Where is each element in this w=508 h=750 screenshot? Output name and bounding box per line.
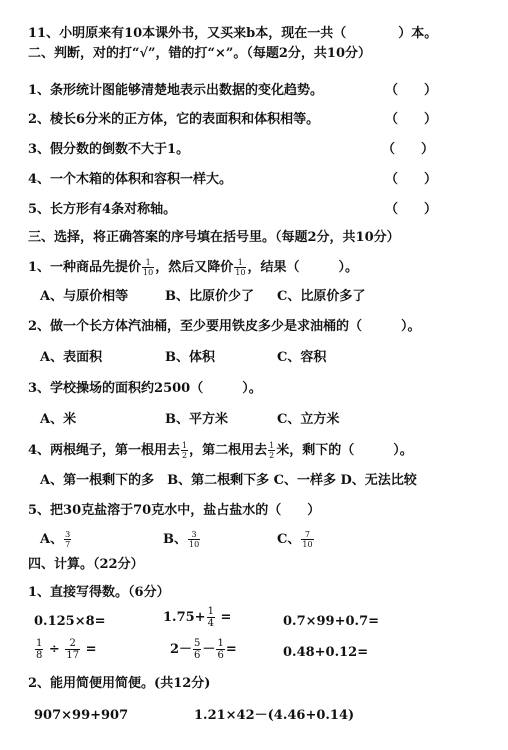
judge-answer-1[interactable]: （ ） (385, 83, 438, 98)
calc-item-6: 0.48+0.12= (283, 645, 369, 660)
judge-item-2: 2、棱长6分米的正方体，它的表面积和体积相等。 (28, 112, 320, 127)
fraction: $\frac{1}{2}$ (182, 441, 188, 460)
choice-1-text-b: ，然后又降价 (155, 260, 234, 275)
choice-2-option-c[interactable]: C、容积 (277, 350, 327, 365)
choice-4-text-c: 米，剩下的（ ）。 (276, 443, 413, 458)
choice-4-text-a: 4、两根绳子，第一根用去 (28, 443, 181, 458)
calc-item-1: 0.125×8= (34, 614, 106, 629)
choice-5-option-a[interactable]: A、 $\frac{3}{7}$ (40, 530, 71, 549)
calc-item-3: 0.7×99+0.7= (283, 614, 380, 629)
judge-answer-5[interactable]: （ ） (385, 202, 438, 217)
choice-question-2: 2、做一个长方体汽油桶，至少要用铁皮多少是求油桶的（ ）。 (28, 319, 421, 334)
judge-answer-4[interactable]: （ ） (385, 172, 438, 187)
judge-answer-3[interactable]: （ ） (382, 142, 435, 157)
fraction: $\frac{1}{8}$ (36, 638, 43, 661)
choice-question-5: 5、把30克盐溶于70克水中，盐占盐水的（ ） (28, 503, 321, 518)
choice-4-options[interactable]: A、第一根剩下的多 B、第二根剩下多 C、一样多 D、无法比较 (40, 473, 417, 488)
fraction: $\frac{1}{2}$ (269, 441, 275, 460)
calc-item-5: 2－ $\frac{5}{6}$ － $\frac{1}{6}$ = (170, 638, 237, 661)
fraction: $\frac{7}{10}$ (302, 530, 313, 549)
choice-5-option-c[interactable]: C、 $\frac{7}{10}$ (277, 530, 313, 549)
fraction: $\frac{3}{7}$ (65, 530, 71, 549)
choice-1-option-b[interactable]: B、比原价少了 (165, 289, 254, 304)
choice-4-text-b: ，第二根用去 (189, 443, 268, 458)
judge-answer-2[interactable]: （ ） (385, 112, 438, 127)
section-3-title: 三、选择，将正确答案的序号填在括号里。（每题2分，共10分） (28, 230, 400, 245)
choice-3-option-c[interactable]: C、立方米 (277, 412, 340, 427)
choice-1-option-a[interactable]: A、与原价相等 (40, 289, 129, 304)
judge-item-3: 3、假分数的倒数不大于1。 (28, 142, 190, 157)
calc-part-1-title: 1、直接写得数。（6分） (28, 585, 170, 600)
question-11: 11、小明原来有10本课外书，又买来b本，现在一共（ ）本。 (28, 26, 438, 41)
choice-question-3: 3、学校操场的面积约2500（ ）。 (28, 381, 262, 396)
fraction: $\frac{1}{10}$ (143, 258, 154, 277)
choice-2-option-b[interactable]: B、体积 (165, 350, 215, 365)
fraction: $\frac{5}{6}$ (194, 638, 201, 661)
fraction: $\frac{1}{10}$ (235, 258, 246, 277)
choice-1-text-c: ，结果（ ）。 (247, 260, 358, 275)
fraction: $\frac{2}{17}$ (66, 638, 80, 661)
calc-item-2: 1.75+ $\frac{1}{4}$ = (163, 606, 232, 629)
fraction: $\frac{1}{4}$ (207, 606, 214, 629)
fraction: $\frac{3}{10}$ (189, 530, 200, 549)
section-2-title: 二、判断，对的打“√”，错的打“×”。（每题2分，共10分） (28, 46, 371, 61)
calc-item-4: $\frac{1}{8}$ ÷ $\frac{2}{17}$ = (36, 638, 97, 661)
choice-5-option-b[interactable]: B、 $\frac{3}{10}$ (163, 530, 200, 549)
choice-3-option-b[interactable]: B、平方米 (165, 412, 228, 427)
calc-item-7: 907×99+907 (34, 708, 129, 723)
choice-2-option-a[interactable]: A、表面积 (40, 350, 103, 365)
calc-item-8: 1.21×42－(4.46+0.14) (194, 708, 355, 723)
section-4-title: 四、计算。（22分） (28, 557, 144, 572)
fraction: $\frac{1}{6}$ (217, 638, 224, 661)
choice-1-option-c[interactable]: C、比原价多了 (277, 289, 366, 304)
calc-part-2-title: 2、能用简便用简便。(共12分) (28, 676, 211, 691)
choice-question-1 (28, 258, 358, 277)
judge-item-5: 5、长方形有4条对称轴。 (28, 202, 177, 217)
choice-3-option-a[interactable]: A、米 (40, 412, 77, 427)
judge-item-1: 1、条形统计图能够清楚地表示出数据的变化趋势。 (28, 83, 324, 98)
choice-1-text-a: 1、一种商品先提价 (28, 260, 142, 275)
judge-item-4: 4、一个木箱的体积和容积一样大。 (28, 172, 233, 187)
choice-question-4 (28, 441, 413, 460)
